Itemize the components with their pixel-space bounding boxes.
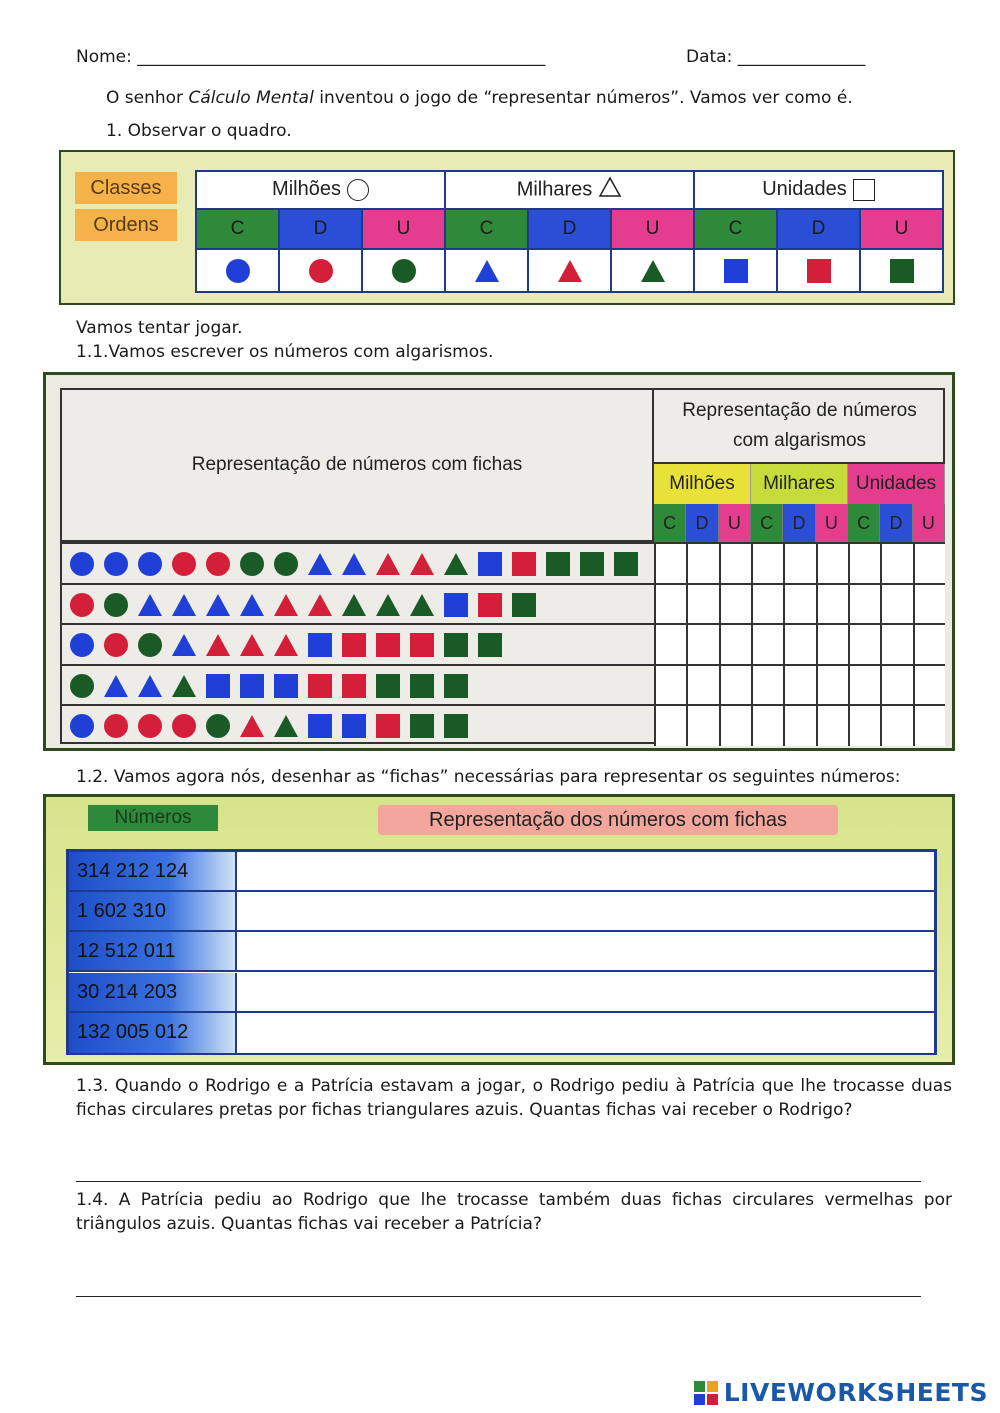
number-cell: 30 214 203 [69,973,237,1011]
digit-input-cell[interactable] [850,544,882,584]
square-chip-icon [512,593,536,617]
square-chip-icon [410,674,434,698]
square-chip-icon [376,633,400,657]
intro-italic: Cálculo Mental [188,88,314,108]
square-chip-icon [376,674,400,698]
class-header-0 [196,171,445,209]
order-header-cell: C [654,504,686,542]
digit-input-cell[interactable] [785,706,817,746]
triangle-chip-icon [410,594,434,616]
digit-input-cell[interactable] [656,625,688,665]
square-chip-icon [444,593,468,617]
section3-title: 1.2. Vamos agora nós, desenhar as “fichas” necessárias para representar os seguintes números: [76,767,901,787]
square-chip-icon [478,633,502,657]
digit-input-cell[interactable] [688,625,720,665]
digit-input-cell[interactable] [915,706,945,746]
drawing-answer-cell[interactable] [237,1013,934,1053]
table-row [69,892,934,932]
class-header-2 [694,171,943,209]
symbol-cell [694,249,777,292]
digit-input-cell[interactable] [721,666,753,706]
table-row [69,973,934,1013]
drawing-answer-cell[interactable] [237,932,934,970]
digit-input-cell[interactable] [721,585,753,625]
fichas-column-header: Representação de números com fichas [62,390,654,542]
digit-input-cell[interactable] [818,666,850,706]
square-chip-icon [410,714,434,738]
drawing-answer-cell[interactable] [237,892,934,930]
square-chip-icon [308,633,332,657]
square-chip-icon [308,714,332,738]
digit-input-cell[interactable] [753,585,785,625]
triangle-chip-icon [172,634,196,656]
triangle-chip-icon [308,594,332,616]
circle-chip-icon [70,714,94,738]
digit-input-cell[interactable] [882,544,914,584]
digit-input-cell[interactable] [882,625,914,665]
drawing-answer-cell[interactable] [237,852,934,890]
intro-post: inventou o jogo de “representar números”. Vamos ver como é. [313,88,853,108]
circle-chip-icon [172,552,196,576]
triangle-chip-icon [444,553,468,575]
table-row [62,583,945,623]
chips-group [70,672,468,700]
reference-table-panel [59,150,955,305]
logo-tile [707,1394,718,1405]
date-field-label: Data: _______________ [686,47,866,67]
triangle-chip-icon [308,553,332,575]
triangle-chip-icon [240,715,264,737]
representation-header: Representação dos números com fichas [378,805,838,835]
class-name: Milhões [272,178,341,201]
circle-chip-icon [138,714,162,738]
circle-chip-icon [309,259,333,283]
triangle-chip-icon [274,634,298,656]
triangle-chip-icon [342,553,366,575]
digit-input-cell[interactable] [656,585,688,625]
symbol-cell [528,249,611,292]
logo-tile [707,1381,718,1392]
order-cell: U [860,209,943,250]
circle-chip-icon [392,259,416,283]
digit-input-cell[interactable] [721,625,753,665]
circle-chip-icon [206,714,230,738]
order-cell: D [777,209,860,250]
circle-chip-icon [70,633,94,657]
circle-chip-icon [138,552,162,576]
order-cell: C [196,209,279,250]
square-chip-icon [478,552,502,576]
triangle-chip-icon [558,260,582,282]
triangle-chip-icon [206,594,230,616]
intro-pre: O senhor [106,88,189,108]
order-header-cell: U [719,504,751,542]
triangle-chip-icon [376,553,400,575]
square-chip-icon [410,633,434,657]
symbol-cell [362,249,445,292]
digit-input-cell[interactable] [688,706,720,746]
numbers-header: Números [88,805,218,831]
square-chip-icon [580,552,604,576]
liveworksheets-logo-icon [694,1381,718,1405]
symbol-cell [777,249,860,292]
digit-input-cell[interactable] [850,706,882,746]
square-chip-icon [512,552,536,576]
algarismos-header-line1: Representação de números [682,400,917,421]
digit-input-cell[interactable] [753,706,785,746]
square-chip-icon [308,674,332,698]
class-name: Unidades [762,178,847,201]
triangle-chip-icon [206,634,230,656]
class-name: Milhares [516,178,593,201]
triangle-chip-icon [342,594,366,616]
square-chip-icon [274,674,298,698]
digit-input-cell[interactable] [882,585,914,625]
chips-group [70,631,502,659]
digit-input-cell[interactable] [882,706,914,746]
group-header-0: Milhões [654,464,751,504]
digit-input-cell[interactable] [818,585,850,625]
algarismos-column-header [654,390,945,464]
order-header-cell: C [751,504,783,542]
digit-input-cell[interactable] [850,585,882,625]
intro-text [106,88,853,108]
digit-input-cell[interactable] [753,544,785,584]
square-chip-icon [342,633,366,657]
symbol-cell [611,249,694,292]
circle-chip-icon [104,714,128,738]
digit-input-cell[interactable] [915,625,945,665]
digit-input-cell[interactable] [785,666,817,706]
order-header-cell: D [880,504,912,542]
ordens-label: Ordens [75,209,177,241]
order-cell: D [528,209,611,250]
digit-input-cell[interactable] [688,585,720,625]
square-chip-icon [614,552,638,576]
step1-text: 1. Observar o quadro. [106,121,292,141]
triangle-outline-icon [598,176,622,204]
digit-input-cell[interactable] [656,544,688,584]
table-row [69,1013,934,1053]
order-header-cell: U [913,504,945,542]
square-chip-icon [206,674,230,698]
digit-input-cell[interactable] [721,706,753,746]
reference-table [195,170,944,293]
group-header-1: Milhares [751,464,848,504]
square-chip-icon [890,259,914,283]
digit-input-cell[interactable] [882,666,914,706]
order-cell: C [445,209,528,250]
square-chip-icon [342,674,366,698]
order-header-cell: C [848,504,880,542]
digit-input-cell[interactable] [785,544,817,584]
drawing-answer-cell[interactable] [237,973,934,1011]
name-field-label: Nome: ________________________________________________ [76,47,546,67]
number-cell: 132 005 012 [69,1013,237,1053]
digit-input-cell[interactable] [656,666,688,706]
table-row [69,932,934,972]
digits-table [60,388,945,744]
algarismos-header-line2: com algarismos [732,430,867,451]
order-cell: C [694,209,777,250]
question-1-4: 1.4. A Patrícia pediu ao Rodrigo que lhe trocasse também duas fichas circulares vermelhas por triângulos azuis. Quantas fichas vai receber a Patrícia? [76,1190,952,1234]
circle-outline-icon [347,179,369,201]
table-row [62,664,945,704]
circle-chip-icon [240,552,264,576]
chips-group [70,591,536,619]
digit-input-cell[interactable] [785,625,817,665]
digit-input-cell[interactable] [656,706,688,746]
circle-chip-icon [104,633,128,657]
digit-input-cell[interactable] [785,585,817,625]
digit-input-cell[interactable] [753,625,785,665]
triangle-chip-icon [641,260,665,282]
draw-chips-panel [43,794,955,1065]
table-row [62,623,945,663]
digit-input-cell[interactable] [850,625,882,665]
circle-chip-icon [206,552,230,576]
order-cell: U [362,209,445,250]
triangle-chip-icon [410,553,434,575]
class-header-1 [445,171,694,209]
triangle-chip-icon [172,675,196,697]
square-chip-icon [376,714,400,738]
answer-line-1-4[interactable] [76,1296,921,1297]
circle-chip-icon [104,593,128,617]
order-header-cell: D [686,504,718,542]
brand-text: LIVEWORKSHEETS [723,1378,988,1407]
order-header-cell: D [783,504,815,542]
chips-group [70,550,638,578]
symbol-cell [196,249,279,292]
order-header-cell: U [816,504,848,542]
square-chip-icon [478,593,502,617]
triangle-chip-icon [104,675,128,697]
table-row [62,542,945,582]
triangle-chip-icon [138,675,162,697]
digit-input-cell[interactable] [915,544,945,584]
square-chip-icon [546,552,570,576]
number-cell: 1 602 310 [69,892,237,930]
circle-chip-icon [172,714,196,738]
symbol-cell [860,249,943,292]
answer-line-1-3[interactable] [76,1181,921,1182]
digits-table-panel [43,372,955,751]
liveworksheets-brand [694,1378,988,1407]
triangle-chip-icon [138,594,162,616]
square-chip-icon [444,633,468,657]
number-cell: 314 212 124 [69,852,237,890]
square-chip-icon [444,714,468,738]
triangle-chip-icon [240,594,264,616]
circle-chip-icon [104,552,128,576]
digit-input-cell[interactable] [818,706,850,746]
chips-group [70,712,468,740]
circle-chip-icon [226,259,250,283]
digit-input-cell[interactable] [818,625,850,665]
symbol-cell [445,249,528,292]
circle-chip-icon [70,552,94,576]
symbol-cell [279,249,362,292]
triangle-chip-icon [240,634,264,656]
classes-label: Classes [75,172,177,204]
digit-input-cell[interactable] [818,544,850,584]
circle-chip-icon [274,552,298,576]
logo-tile [694,1394,705,1405]
digit-input-cell[interactable] [850,666,882,706]
triangle-chip-icon [376,594,400,616]
digit-input-cell[interactable] [915,666,945,706]
digit-input-cell[interactable] [915,585,945,625]
digit-input-cell[interactable] [688,544,720,584]
square-chip-icon [240,674,264,698]
group-header-2: Unidades [848,464,945,504]
square-chip-icon [807,259,831,283]
order-cell: D [279,209,362,250]
section2-intro: Vamos tentar jogar. [76,318,243,338]
section2-title: 1.1.Vamos escrever os números com algarismos. [76,342,494,362]
draw-chips-table [66,849,937,1055]
square-chip-icon [444,674,468,698]
square-chip-icon [342,714,366,738]
circle-chip-icon [70,674,94,698]
question-1-3: 1.3. Quando o Rodrigo e a Patrícia estavam a jogar, o Rodrigo pediu à Patrícia que lhe trocasse duas fichas circulares pretas por fichas triangulares azuis. Quantas fichas vai receber o Rodrigo? [76,1076,952,1120]
digit-input-cell[interactable] [753,666,785,706]
table-row [69,852,934,892]
logo-tile [694,1381,705,1392]
square-chip-icon [724,259,748,283]
triangle-chip-icon [172,594,196,616]
triangle-chip-icon [475,260,499,282]
order-cell: U [611,209,694,250]
digit-input-cell[interactable] [721,544,753,584]
square-outline-icon [853,179,875,201]
circle-chip-icon [138,633,162,657]
number-cell: 12 512 011 [69,932,237,970]
triangle-chip-icon [274,715,298,737]
table-row [62,704,945,744]
digit-input-cell[interactable] [688,666,720,706]
triangle-chip-icon [274,594,298,616]
circle-chip-icon [70,593,94,617]
